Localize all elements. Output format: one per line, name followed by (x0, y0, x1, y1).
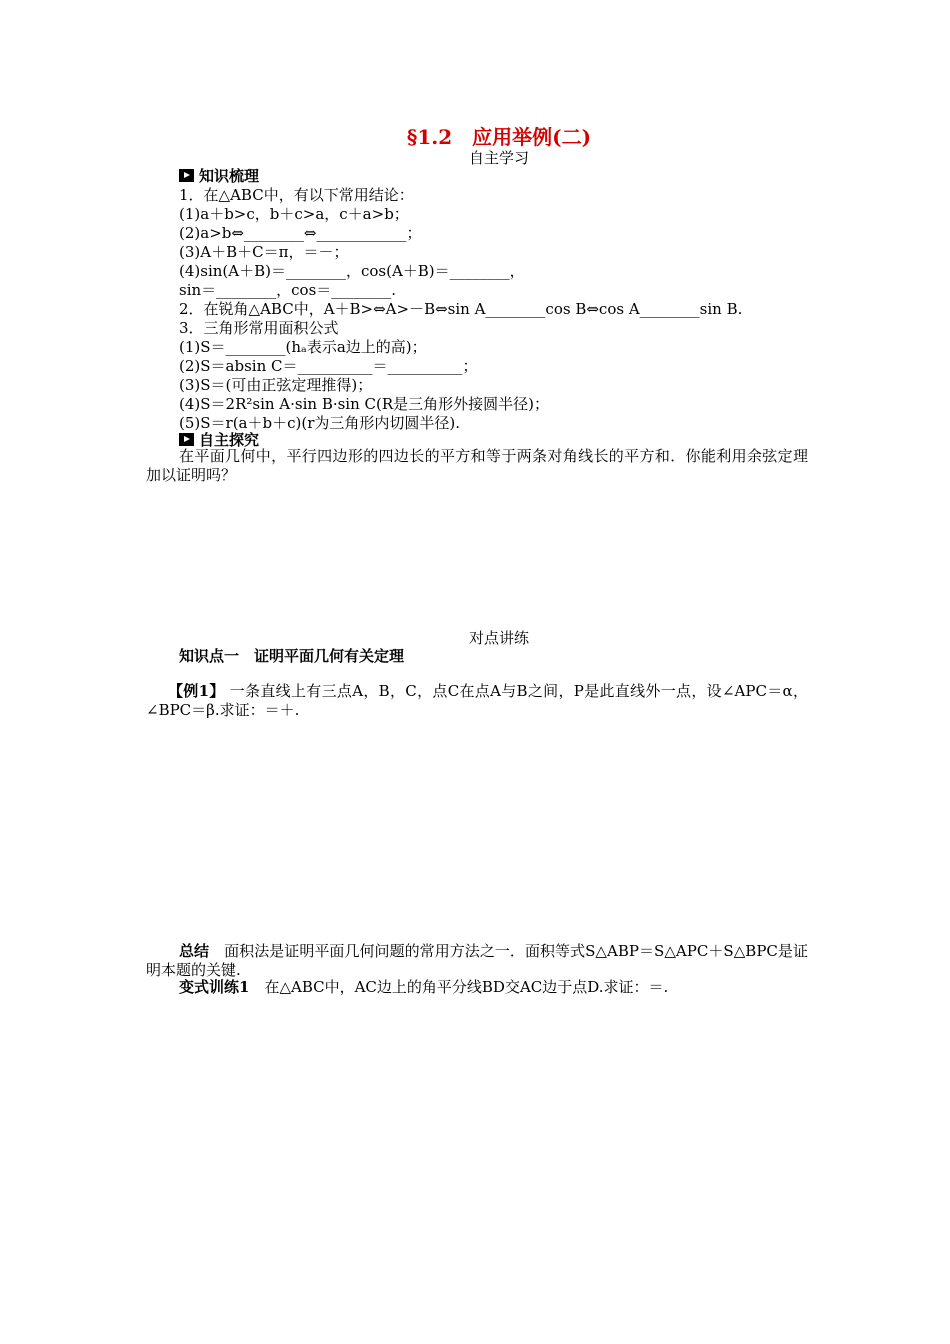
heading-explore-text: 自主探究 (199, 431, 260, 449)
summary-text: 面积法是证明平面几何问题的常用方法之一．面积等式S△ABP＝S△APC＋S△BPC是证明本题的关键. (146, 942, 808, 979)
line-7: 2．在锐角△ABC中，A＋B>⇔A>－B⇔sin A________cos B⇔cos A________sin B. (179, 300, 743, 318)
play-icon (179, 433, 194, 446)
variant-text: 在△ABC中，AC边上的角平分线BD交AC边于点D.求证：＝. (264, 978, 669, 996)
line-9: (1)S＝________(hₐ表示a边上的高)； (179, 338, 427, 356)
heading-knowledge-text: 知识梳理 (199, 167, 260, 185)
section-self-study: 自主学习 (468, 149, 529, 167)
section-practice: 对点讲练 (468, 629, 529, 647)
page-title: §1.2 应用举例(二) (406, 125, 592, 149)
explore-paragraph: 在平面几何中，平行四边形的四边长的平方和等于两条对角线长的平方和．你能利用余弦定理加以证明吗？ (146, 447, 808, 484)
variant-training-1 (146, 978, 808, 997)
example-1-text: 一条直线上有三点A，B，C，点C在点A与B之间，P是此直线外一点，设∠APC＝α，∠BPC＝β.求证：＝＋. (146, 682, 808, 719)
line-10: (2)S＝absin C＝__________＝__________； (179, 357, 478, 375)
line-6: sin＝________，cos＝________. (179, 281, 397, 299)
play-icon (179, 169, 194, 182)
example-1-label: 【例1】 (168, 682, 225, 700)
line-1: 1．在△ABC中，有以下常用结论： (179, 186, 414, 204)
line-11: (3)S＝(可由正弦定理推得)； (179, 376, 373, 394)
summary-label: 总结 (179, 942, 210, 960)
line-2: (1)a＋b>c，b＋c>a，c＋a>b； (179, 205, 409, 223)
line-8: 3．三角形常用面积公式 (179, 319, 339, 337)
variant-label: 变式训练1 (179, 978, 250, 996)
line-5: (4)sin(A＋B)＝________，cos(A＋B)＝________， (179, 262, 525, 280)
line-12: (4)S＝2R²sin A·sin B·sin C(R是三角形外接圆半径)； (179, 395, 550, 413)
heading-knowledge (179, 167, 259, 186)
line-4: (3)A＋B＋C＝π，＝－； (179, 243, 349, 261)
example-1 (146, 682, 808, 720)
summary (146, 942, 808, 980)
line-3: (2)a>b⇔________⇔____________； (179, 224, 422, 242)
line-13: (5)S＝r(a＋b＋c)(r为三角形内切圆半径). (179, 414, 460, 432)
knowledge-point-1: 知识点一 证明平面几何有关定理 (179, 647, 405, 665)
